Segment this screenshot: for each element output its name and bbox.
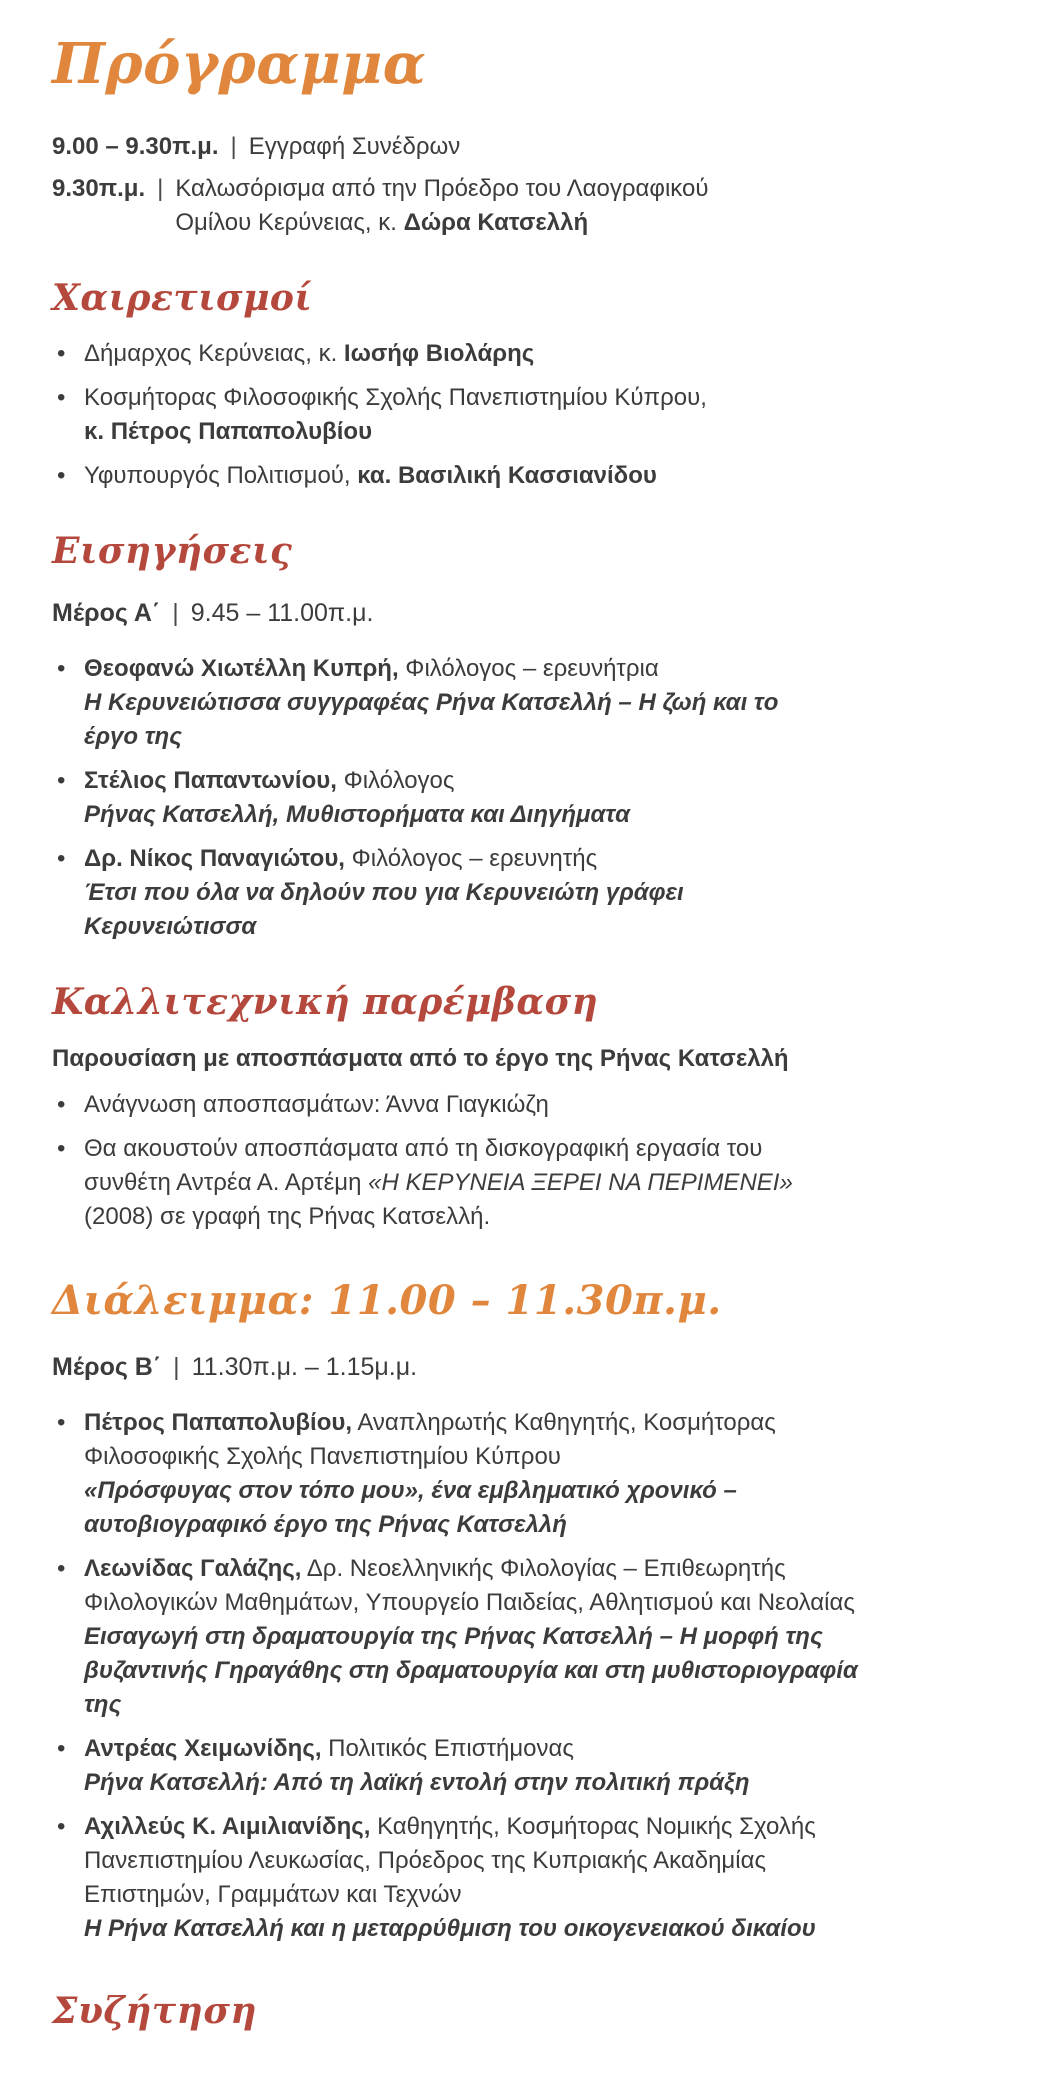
list-item xyxy=(52,1732,897,1800)
list-item xyxy=(52,652,797,754)
talk-title: Η Κερυνειώτισσα συγγραφέας Ρήνα Κατσελλή – Η ζωή και το έργο της xyxy=(84,689,779,751)
work-title: «Η ΚΕΡΥΝΕΙΑ ΞΕΡΕΙ ΝΑ ΠΕΡΙΜΕΝΕΙ» xyxy=(368,1168,793,1196)
break-heading: Διάλειμμα: 11.00 – 11.30π.μ. xyxy=(52,1276,722,1324)
separator-bar: | xyxy=(173,1352,180,1381)
speaker-name: Λεωνίδας Γαλάζης, xyxy=(84,1554,302,1582)
list-item xyxy=(52,1132,852,1234)
person-name: Δώρα Κατσελλή xyxy=(403,208,589,236)
event-label xyxy=(175,172,715,240)
sessions-section xyxy=(52,531,991,944)
part-label: Μέρος Β΄ xyxy=(52,1352,162,1381)
list-item xyxy=(52,1552,897,1722)
part-b-header xyxy=(52,1350,991,1384)
list-item xyxy=(52,381,752,449)
schedule-row-registration xyxy=(52,130,991,164)
speaker-name: Πέτρος Παπαπολυβίου, xyxy=(84,1408,353,1436)
part-b-section xyxy=(52,1350,991,1946)
artistic-list xyxy=(52,1088,991,1234)
speaker-name: Στέλιος Παπαντωνίου, xyxy=(84,767,337,795)
speaker-role: Φιλόλογος xyxy=(343,767,455,795)
greetings-section xyxy=(52,278,991,493)
artistic-item-text: (2008) σε γραφή της Ρήνας Κατσελλή. xyxy=(84,1202,491,1230)
speaker-role: Φιλόλογος – ερευνήτρια xyxy=(405,655,659,683)
speaker-role: Αναπληρωτής Καθηγητής, Κοσμήτορας Φιλοσοφικής Σχολής Πανεπιστημίου Κύπρου xyxy=(84,1408,776,1470)
talk-title: Έτσι που όλα να δηλούν που για Κερυνειώτη γράφει Κερυνειώτισσα xyxy=(84,879,684,941)
speaker-role: Καθηγητής, Κοσμήτορας Νομικής Σχολής Πανεπιστημίου Λευκωσίας, Πρόεδρος της Κυπριακής Ακαδημίας Επιστημών, Γραμμάτων και Τεχνών xyxy=(84,1812,816,1908)
part-time: 9.45 – 11.00π.μ. xyxy=(190,599,374,628)
person-name: κα. Βασιλική Κασσιανίδου xyxy=(357,461,657,489)
time-label: 9.00 – 9.30π.μ. xyxy=(52,132,219,160)
part-time: 11.30π.μ. – 1.15μ.μ. xyxy=(191,1352,418,1381)
list-item xyxy=(52,1088,852,1122)
speaker-name: Θεοφανώ Χιωτέλλη Κυπρή, xyxy=(84,655,399,683)
greetings-list xyxy=(52,337,991,493)
list-item xyxy=(52,764,797,832)
separator-bar: | xyxy=(172,599,179,628)
separator-bar: | xyxy=(157,174,164,202)
time-label: 9.30π.μ. xyxy=(52,174,146,202)
talk-title: «Πρόσφυγας στον τόπο μου», ένα εμβληματικό χρονικό – αυτοβιογραφικό έργο της Ρήνας Κατσελλή xyxy=(84,1476,737,1538)
list-item xyxy=(52,842,797,944)
page-title: Πρόγραμμα xyxy=(52,31,427,97)
list-item xyxy=(52,1406,897,1542)
discussion-heading: Συζήτηση xyxy=(52,1989,258,2032)
person-name: Ιωσήφ Βιολάρης xyxy=(343,339,535,367)
person-name: κ. Πέτρος Παπαπολυβίου xyxy=(84,417,373,445)
artistic-item-text: Θα ακουστούν αποσπάσματα από τη δισκογραφική εργασία του συνθέτη Αντρέα Α. Αρτέμη xyxy=(84,1134,763,1196)
speaker-name: Αντρέας Χειμωνίδης, xyxy=(84,1734,322,1762)
artistic-item-text: Ανάγνωση αποσπασμάτων: Άννα Γιαγκιώζη xyxy=(84,1090,549,1118)
speaker-name: Δρ. Νίκος Παναγιώτου, xyxy=(84,845,345,873)
speaker-role: Φιλόλογος – ερευνητής xyxy=(351,845,598,873)
list-item xyxy=(52,459,752,493)
artistic-section xyxy=(52,982,991,1233)
talk-title: Ρήνα Κατσελλή: Από τη λαϊκή εντολή στην πολιτική πράξη xyxy=(84,1768,750,1796)
part-a-list xyxy=(52,652,991,944)
schedule-row-welcome xyxy=(52,172,991,240)
role-text: Δήμαρχος Κερύνειας, κ. xyxy=(84,339,338,367)
talk-title: Η Ρήνα Κατσελλή και η μεταρρύθμιση του οικογενειακού δικαίου xyxy=(84,1914,816,1942)
section-heading-artistic: Καλλιτεχνική παρέμβαση xyxy=(52,981,599,1024)
event-label: Εγγραφή Συνέδρων xyxy=(248,132,461,160)
section-heading-greetings: Χαιρετισμοί xyxy=(52,276,313,319)
speaker-role: Πολιτικός Επιστήμονας xyxy=(328,1734,574,1762)
artistic-lead: Παρουσίαση με αποσπάσματα από το έργο της Ρήνας Κατσελλή xyxy=(52,1044,789,1072)
separator-bar: | xyxy=(230,132,237,160)
speaker-role: Δρ. Νεοελληνικής Φιλολογίας – Επιθεωρητής Φιλολογικών Μαθημάτων, Υπουργείο Παιδείας, Αθλητισμού και Νεολαίας xyxy=(84,1554,855,1616)
role-text: Υφυπουργός Πολιτισμού, xyxy=(84,461,351,489)
section-heading-sessions: Εισηγήσεις xyxy=(52,529,293,572)
talk-title: Εισαγωγή στη δραματουργία της Ρήνας Κατσελλή – Η μορφή της βυζαντινής Γηραγάθης στη δραματουργία και στη μυθιστοριογραφία της xyxy=(84,1622,858,1718)
intro-schedule xyxy=(52,130,991,240)
welcome-text: Καλωσόρισμα από την Πρόεδρο του Λαογραφικού Ομίλου Κερύνειας, κ. xyxy=(175,174,709,236)
list-item xyxy=(52,1810,897,1946)
part-b-list xyxy=(52,1406,991,1946)
list-item xyxy=(52,337,752,371)
part-a-header xyxy=(52,596,991,630)
talk-title: Ρήνας Κατσελλή, Μυθιστορήματα και Διηγήματα xyxy=(84,801,631,829)
role-text: Κοσμήτορας Φιλοσοφικής Σχολής Πανεπιστημίου Κύπρου, xyxy=(84,383,707,411)
part-label: Μέρος Α΄ xyxy=(52,599,161,628)
speaker-name: Αχιλλεύς Κ. Αιμιλιανίδης, xyxy=(84,1812,371,1840)
